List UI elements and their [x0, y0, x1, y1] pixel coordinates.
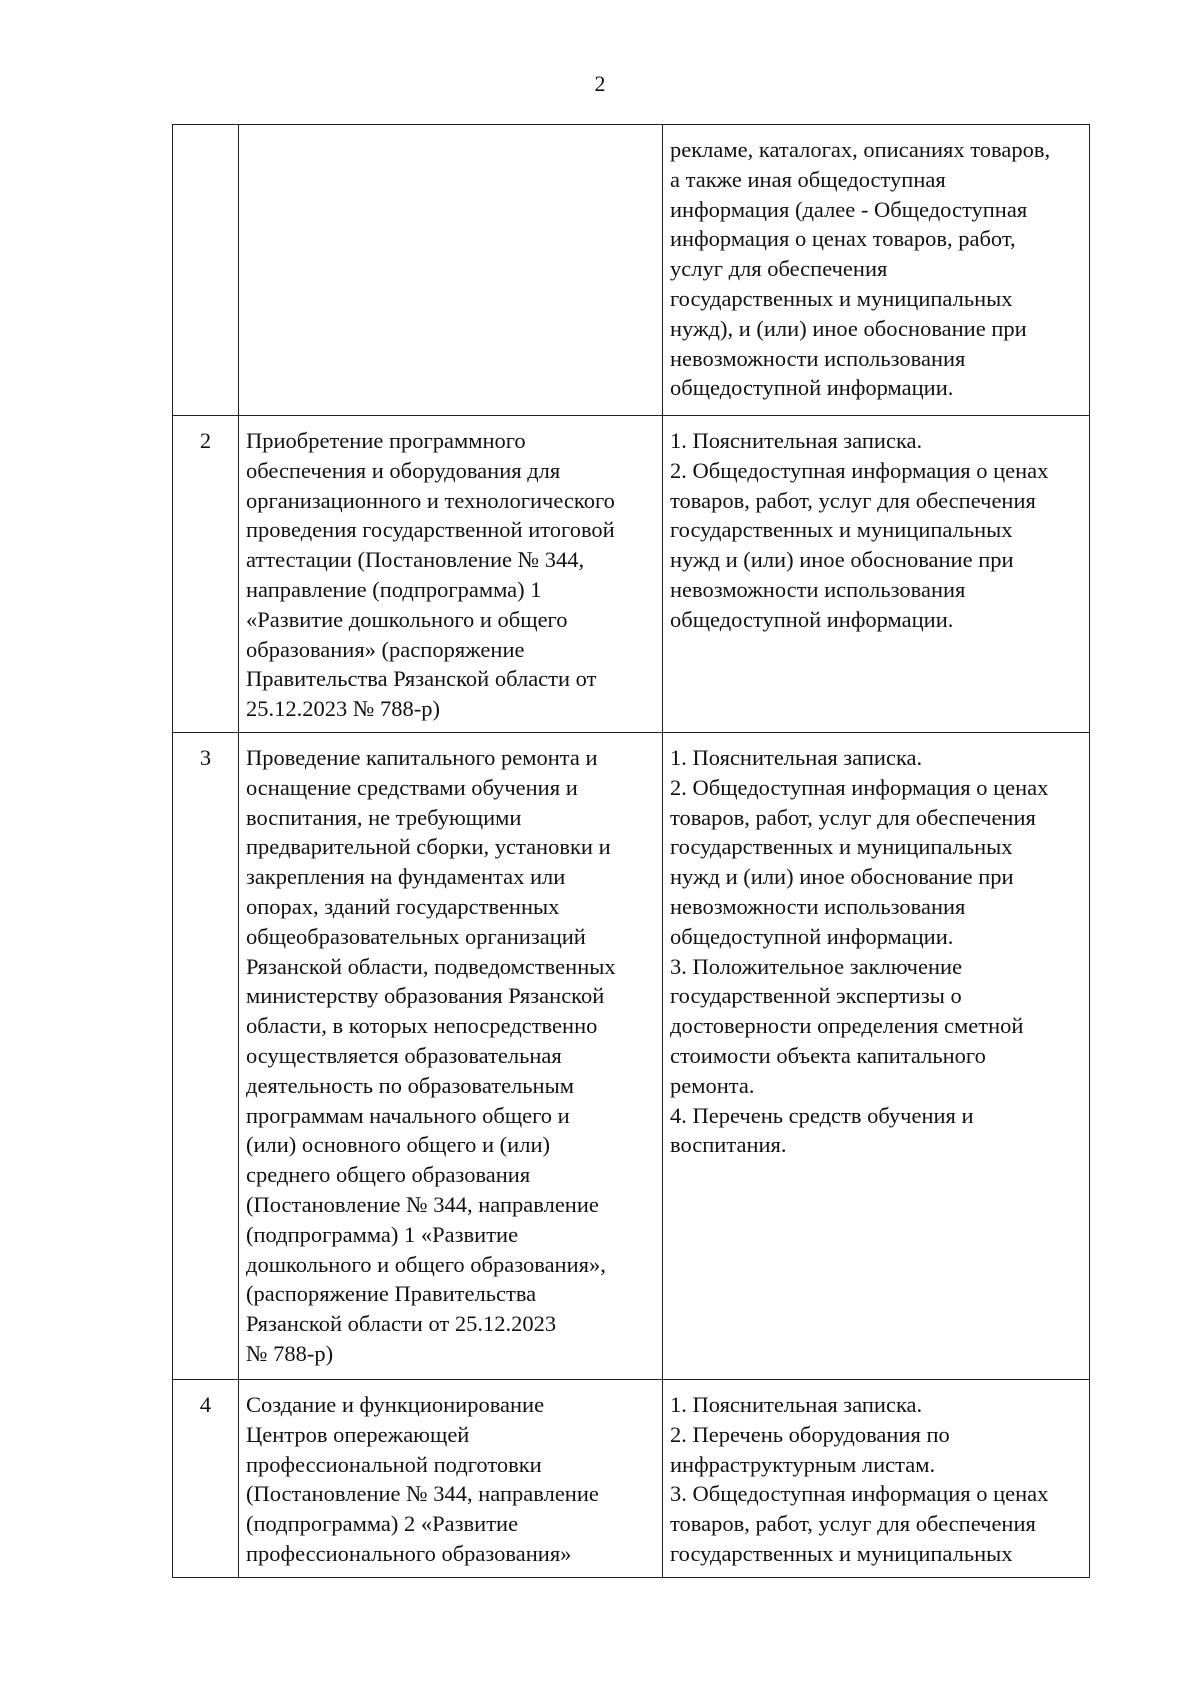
- measure-cell: Создание и функционирование Центров опережающей профессиональной подготовки (Постановление № 344, направление (подпрограмма) 2 «Развитие профессионального образования»: [239, 1379, 663, 1577]
- measure-cell: Приобретение программного обеспечения и оборудования для организационного и технологического проведения государственной итоговой аттестации (Постановление № 344, направление (подпрограмма) 1 «Развитие дошкольного и общего образования» (распоряжение Правительства Рязанской области от 25.12.2023 № 788-р): [239, 416, 663, 733]
- documents-cell: рекламе, каталогах, описаниях товаров, а также иная общедоступная информация (далее - Общедоступная информация о ценах товаров, работ, услуг для обеспечения государственных и муниципальных нужд), и (или) иное обоснование при невозможности использования общедоступной информации.: [663, 125, 1090, 416]
- table-row: [173, 125, 1090, 416]
- table-row: [173, 416, 1090, 733]
- measure-cell: Проведение капитального ремонта и оснащение средствами обучения и воспитания, не требующими предварительной сборки, установки и закрепления на фундаментах или опорах, зданий государственных общеобразовательных организаций Рязанской области, подведомственных министерству образования Рязанской области, в которых непосредственно осуществляется образовательная деятельность по образовательным программам начального общего и (или) основного общего и (или) среднего общего образования (Постановление № 344, направление (подпрограмма) 1 «Развитие дошкольного и общего образования», (распоряжение Правительства Рязанской области от 25.12.2023 № 788-р): [239, 732, 663, 1379]
- measure-cell: [239, 125, 663, 416]
- table-row: [173, 732, 1090, 1379]
- documents-cell: 1. Пояснительная записка. 2. Перечень оборудования по инфраструктурным листам. 3. Общедоступная информация о ценах товаров, работ, услуг для обеспечения государственных и муниципальных: [663, 1379, 1090, 1577]
- page-number: 2: [594, 71, 606, 96]
- documents-cell: 1. Пояснительная записка. 2. Общедоступная информация о ценах товаров, работ, услуг для обеспечения государственных и муниципальных нужд и (или) иное обоснование при невозможности использования общедоступной информации.: [663, 416, 1090, 733]
- table-row: [173, 1379, 1090, 1577]
- row-number-cell: 3: [173, 732, 239, 1379]
- row-number-cell: 2: [173, 416, 239, 733]
- documents-cell: 1. Пояснительная записка. 2. Общедоступная информация о ценах товаров, работ, услуг для обеспечения государственных и муниципальных нужд и (или) иное обоснование при невозможности использования общедоступной информации. 3. Положительное заключение государственной экспертизы о достоверности определения сметной стоимости объекта капитального ремонта. 4. Перечень средств обучения и воспитания.: [663, 732, 1090, 1379]
- row-number-cell: 4: [173, 1379, 239, 1577]
- requirements-table: [172, 124, 1090, 1578]
- row-number-cell: [173, 125, 239, 416]
